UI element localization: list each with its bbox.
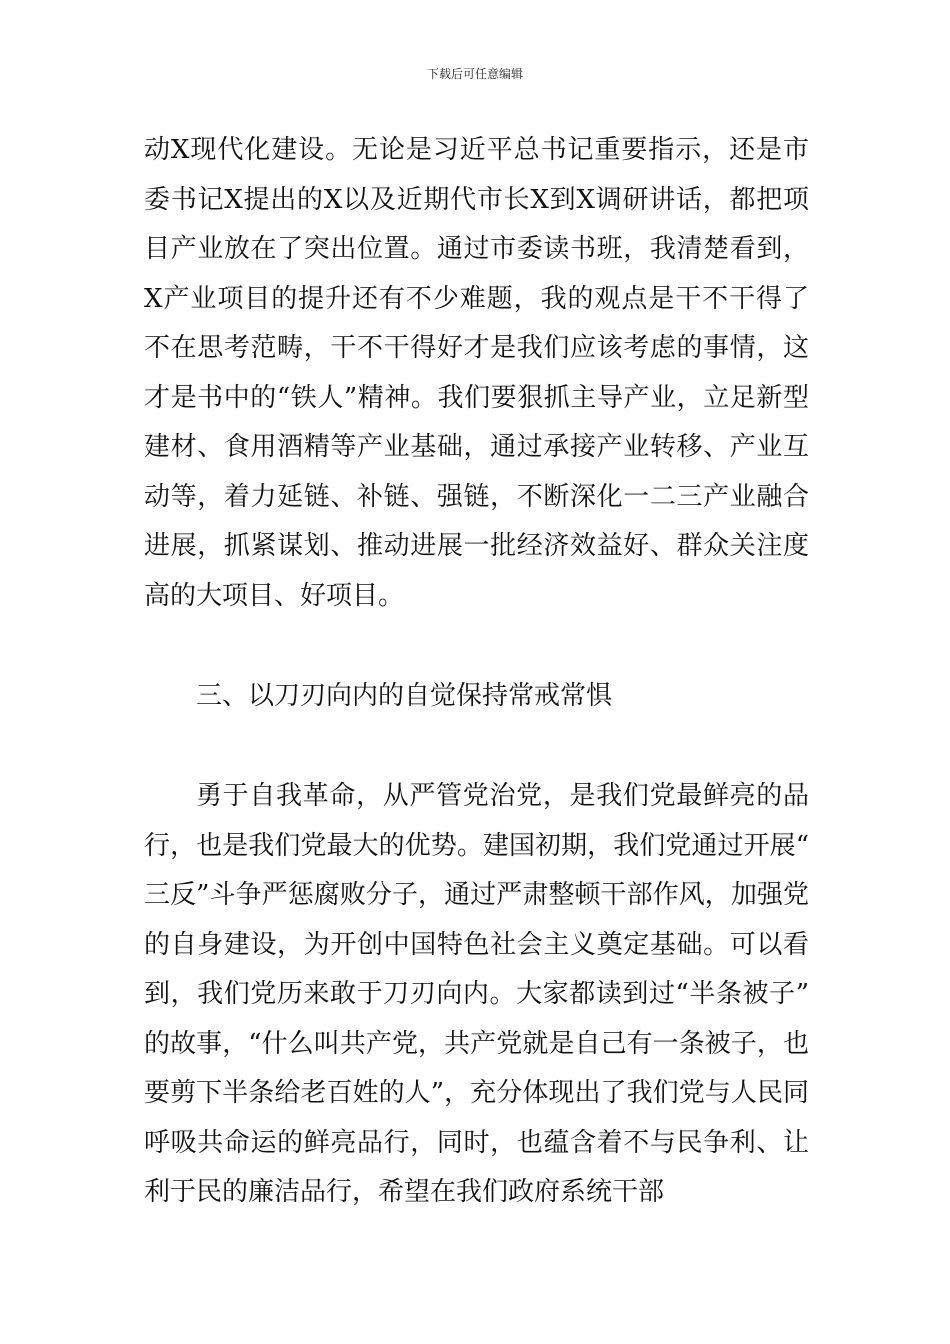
paragraph-2: 勇于自我革命，从严管党治党，是我们党最鲜亮的品行，也是我们党最大的优势。建国初期，我们党通过开展“三反”斗争严惩腐败分子，通过严肃整顿干部作风，加强党的自身建设，为开创中国特色社会主义奠定基础。可以看到，我们党历来敢于刀刃向内。大家都读到过“半条被子”的故事，“什么叫共产党，共产党就是自己有一条被子，也要剪下半条给老百姓的人”，充分体现出了我们党与人民同呼吸共命运的鲜亮品行，同时，也蕴含着不与民争利、让利于民的廉洁品行，希望在我们政府系统干部: [144, 781, 809, 1207]
paragraph-1: 动X现代化建设。无论是习近平总书记重要指示，还是市委书记X提出的X以及近期代市长X到X调研讲话，都把项目产业放在了突出位置。通过市委读书班，我清楚看到，X产业项目的提升还有不少难题，我的观点是干不干得了不在思考范畴，干不干得好才是我们应该考虑的事情，这才是书中的“铁人”精神。我们要狠抓主导产业，立足新型建材、食用酒精等产业基础，通过承接产业转移、产业互动等，着力延链、补链、强链，不断深化一二三产业融合进展，抓紧谋划、推动进展一批经济效益好、群众关注度高的大项目、好项目。: [144, 135, 809, 611]
page-header: 下载后可任意编辑: [426, 67, 523, 81]
section-heading: 三、以刀刃向内的自觉保持常戒常惧: [196, 681, 613, 711]
